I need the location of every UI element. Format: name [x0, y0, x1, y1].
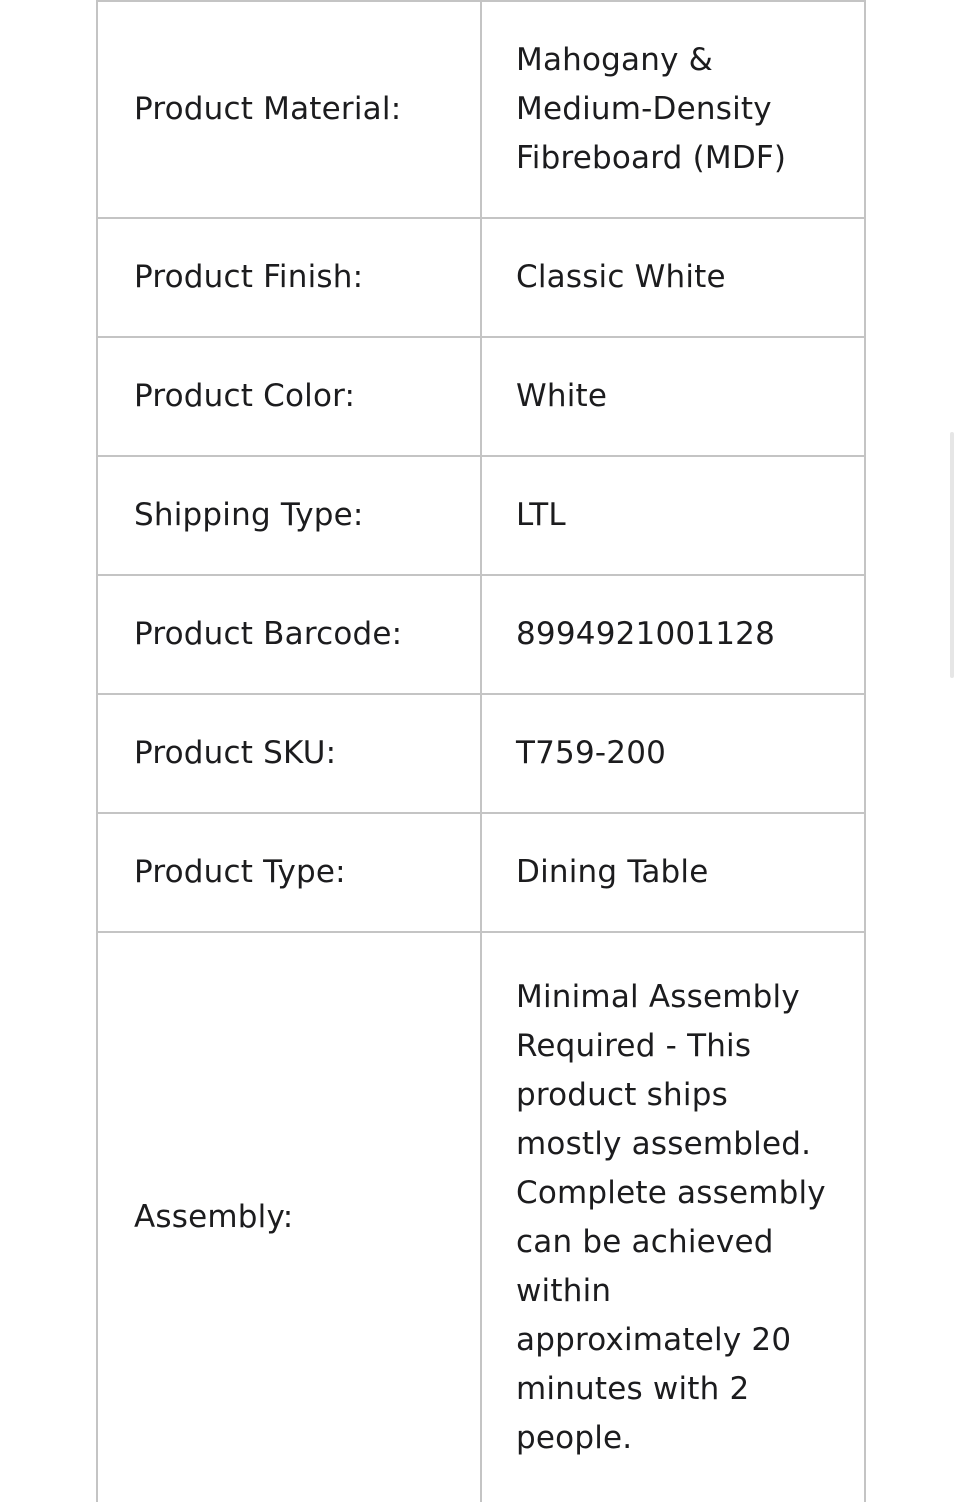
spec-label: Product Color: — [97, 337, 481, 456]
spec-value: Classic White — [481, 218, 865, 337]
spec-label: Product Finish: — [97, 218, 481, 337]
spec-row-sku — [97, 694, 865, 813]
spec-label: Product SKU: — [97, 694, 481, 813]
spec-row-finish — [97, 218, 865, 337]
spec-label: Shipping Type: — [97, 456, 481, 575]
spec-value: Minimal Assembly Required - This product ships mostly assembled. Complete assembly can be achieved within approximately 20 minutes with 2 people. — [481, 932, 865, 1502]
spec-value: White — [481, 337, 865, 456]
spec-value: LTL — [481, 456, 865, 575]
spec-label: Product Barcode: — [97, 575, 481, 694]
spec-value: 8994921001128 — [481, 575, 865, 694]
spec-row-material — [97, 1, 865, 218]
spec-row-color — [97, 337, 865, 456]
spec-row-barcode — [97, 575, 865, 694]
spec-label: Product Type: — [97, 813, 481, 932]
spec-value: Mahogany & Medium-Density Fibreboard (MDF) — [481, 1, 865, 218]
scrollbar[interactable] — [950, 432, 954, 678]
spec-row-shipping-type — [97, 456, 865, 575]
spec-value: T759-200 — [481, 694, 865, 813]
spec-value: Dining Table — [481, 813, 865, 932]
product-spec-table — [96, 0, 866, 1502]
spec-label: Assembly: — [97, 932, 481, 1502]
spec-label: Product Material: — [97, 1, 481, 218]
spec-row-assembly — [97, 932, 865, 1502]
spec-row-type — [97, 813, 865, 932]
